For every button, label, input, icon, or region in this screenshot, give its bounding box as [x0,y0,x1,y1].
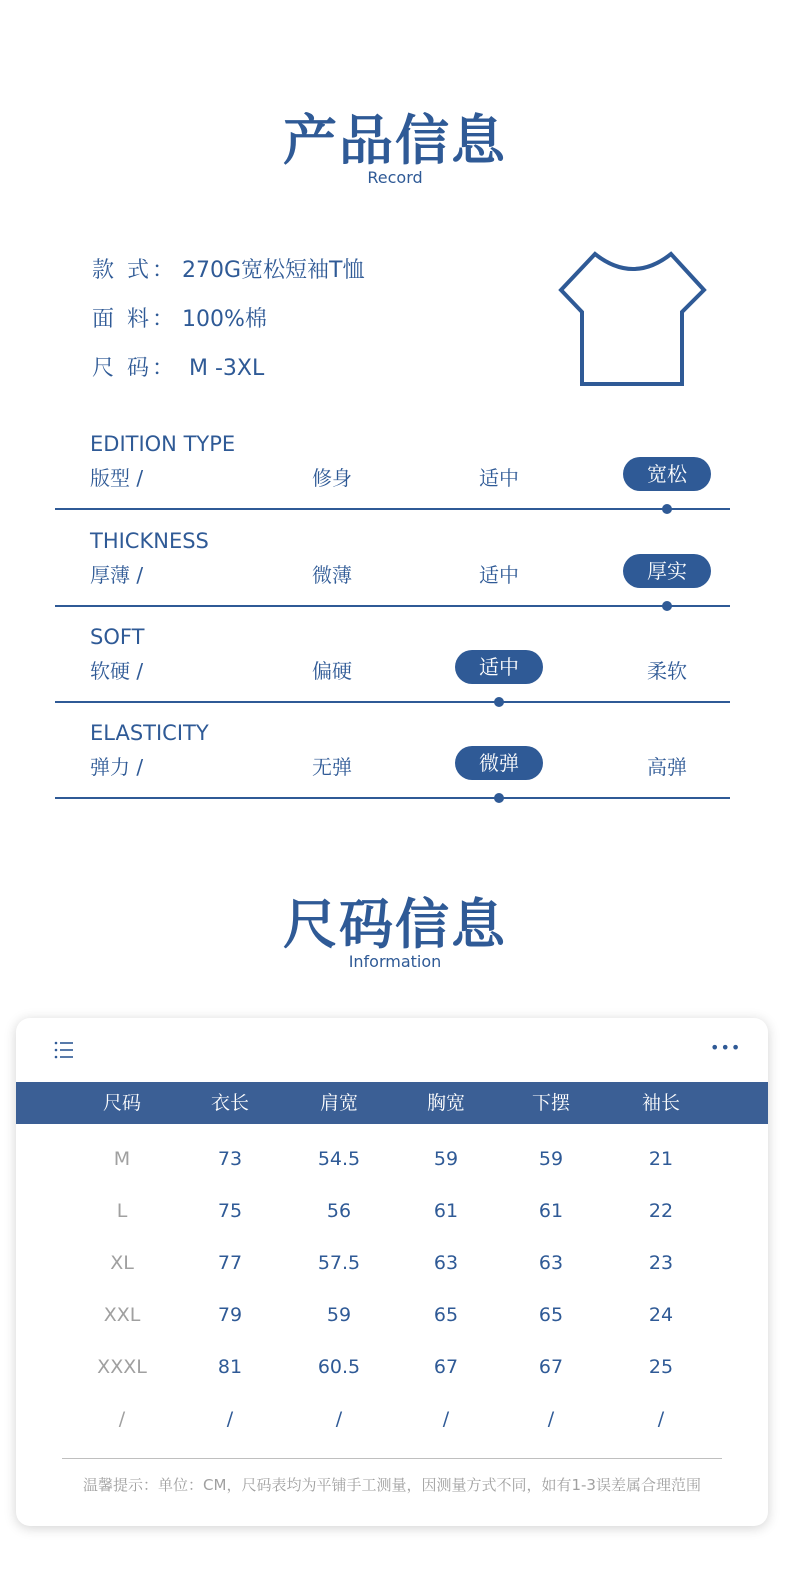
scale-marker-dot [494,697,504,707]
table-cell: 77 [217,1252,243,1274]
size-info-title: 尺码信息 [283,893,507,956]
table-cell: 56 [326,1200,352,1222]
option-label: 适中 [479,466,519,490]
table-cell: 59 [538,1148,564,1170]
table-cell: / [657,1408,665,1430]
spec-size-label: 尺 码： [92,356,177,381]
option-label: 微薄 [312,563,352,587]
column-header: 衣长 [210,1092,249,1114]
table-row [16,1133,768,1185]
scale-marker-dot [662,601,672,611]
more-icon[interactable]: ••• [710,1038,742,1057]
option-label: 适中 [479,563,519,587]
table-cell: 73 [217,1148,243,1170]
table-cell: 65 [433,1304,459,1326]
option-label: 柔软 [647,659,687,683]
t-shirt-outline-icon [558,250,708,390]
spec-size-value: M -3XL [182,356,265,381]
table-row [16,1237,768,1289]
table-cell: 81 [217,1356,243,1378]
scale-line [55,508,730,510]
table-cell: 24 [648,1304,674,1326]
selected-option-pill: 适中 [455,650,543,684]
attribute-soft [55,625,730,721]
table-row [16,1341,768,1393]
attribute-cn-label: 厚薄 / [90,563,144,587]
attribute-edition-type [55,432,730,528]
table-cell: XXL [103,1304,141,1326]
table-cell: 25 [648,1356,674,1378]
table-cell: 21 [648,1148,674,1170]
table-row [16,1289,768,1341]
size-table-header [16,1082,768,1124]
scale-line [55,605,730,607]
option-label: 偏硬 [312,659,352,683]
table-cell: 61 [433,1200,459,1222]
product-info-title: 产品信息 [283,109,507,172]
option-label: 无弹 [312,755,352,779]
column-header: 袖长 [641,1092,680,1114]
attribute-cn-label: 弹力 / [90,755,144,779]
table-cell: 63 [538,1252,564,1274]
table-cell: / [547,1408,555,1430]
attribute-cn-label: 版型 / [90,466,144,490]
table-cell: M [113,1148,131,1170]
spec-size-row [92,351,264,382]
table-cell: 79 [217,1304,243,1326]
table-cell: / [226,1408,234,1430]
option-label: 修身 [312,466,352,490]
table-cell: 23 [648,1252,674,1274]
table-cell: XL [110,1252,134,1274]
attribute-en-label: THICKNESS [90,529,209,553]
scale-marker-dot [662,504,672,514]
attribute-en-label: EDITION TYPE [90,432,236,456]
size-chart-card [16,1018,768,1526]
table-cell: 57.5 [317,1252,361,1274]
table-cell: / [335,1408,343,1430]
table-cell: / [118,1408,126,1430]
table-row [16,1393,768,1445]
attribute-en-label: ELASTICITY [90,721,209,745]
spec-fabric-label: 面 料： [92,307,177,332]
column-header: 尺码 [102,1092,141,1114]
spec-style-value: 270G宽松短袖T恤 [182,258,365,283]
table-cell: 63 [433,1252,459,1274]
selected-option-pill: 宽松 [623,457,711,491]
table-row [16,1185,768,1237]
selected-option-pill: 微弹 [455,746,543,780]
product-info-subtitle: Record [367,168,423,187]
table-cell: 75 [217,1200,243,1222]
measurement-note: 温馨提示：单位：CM，尺码表均为平铺手工测量，因测量方式不同，如有1-3误差属合理范围 [83,1476,701,1494]
table-cell: 67 [538,1356,564,1378]
list-icon[interactable] [54,1040,74,1060]
scale-line [55,701,730,703]
attribute-elasticity [55,721,730,817]
table-cell: XXXL [97,1356,147,1378]
table-cell: 59 [326,1304,352,1326]
table-cell: 60.5 [317,1356,361,1378]
table-cell: 67 [433,1356,459,1378]
spec-style-row [92,253,364,284]
column-header: 胸宽 [426,1092,465,1114]
table-cell: L [116,1200,128,1222]
spec-fabric-value: 100%棉 [182,307,267,332]
table-cell: / [442,1408,450,1430]
spec-fabric-row [92,302,267,333]
table-cell: 59 [433,1148,459,1170]
attribute-en-label: SOFT [90,625,145,649]
table-cell: 54.5 [317,1148,361,1170]
scale-line [55,797,730,799]
attribute-thickness [55,529,730,625]
selected-option-pill: 厚实 [623,554,711,588]
attribute-cn-label: 软硬 / [90,659,144,683]
option-label: 高弹 [647,755,687,779]
size-info-subtitle: Information [348,952,442,971]
table-cell: 61 [538,1200,564,1222]
column-header: 肩宽 [319,1092,358,1114]
spec-style-label: 款 式： [92,258,177,283]
column-header: 下摆 [531,1092,570,1114]
table-cell: 65 [538,1304,564,1326]
divider [62,1458,722,1459]
table-cell: 22 [648,1200,674,1222]
scale-marker-dot [494,793,504,803]
